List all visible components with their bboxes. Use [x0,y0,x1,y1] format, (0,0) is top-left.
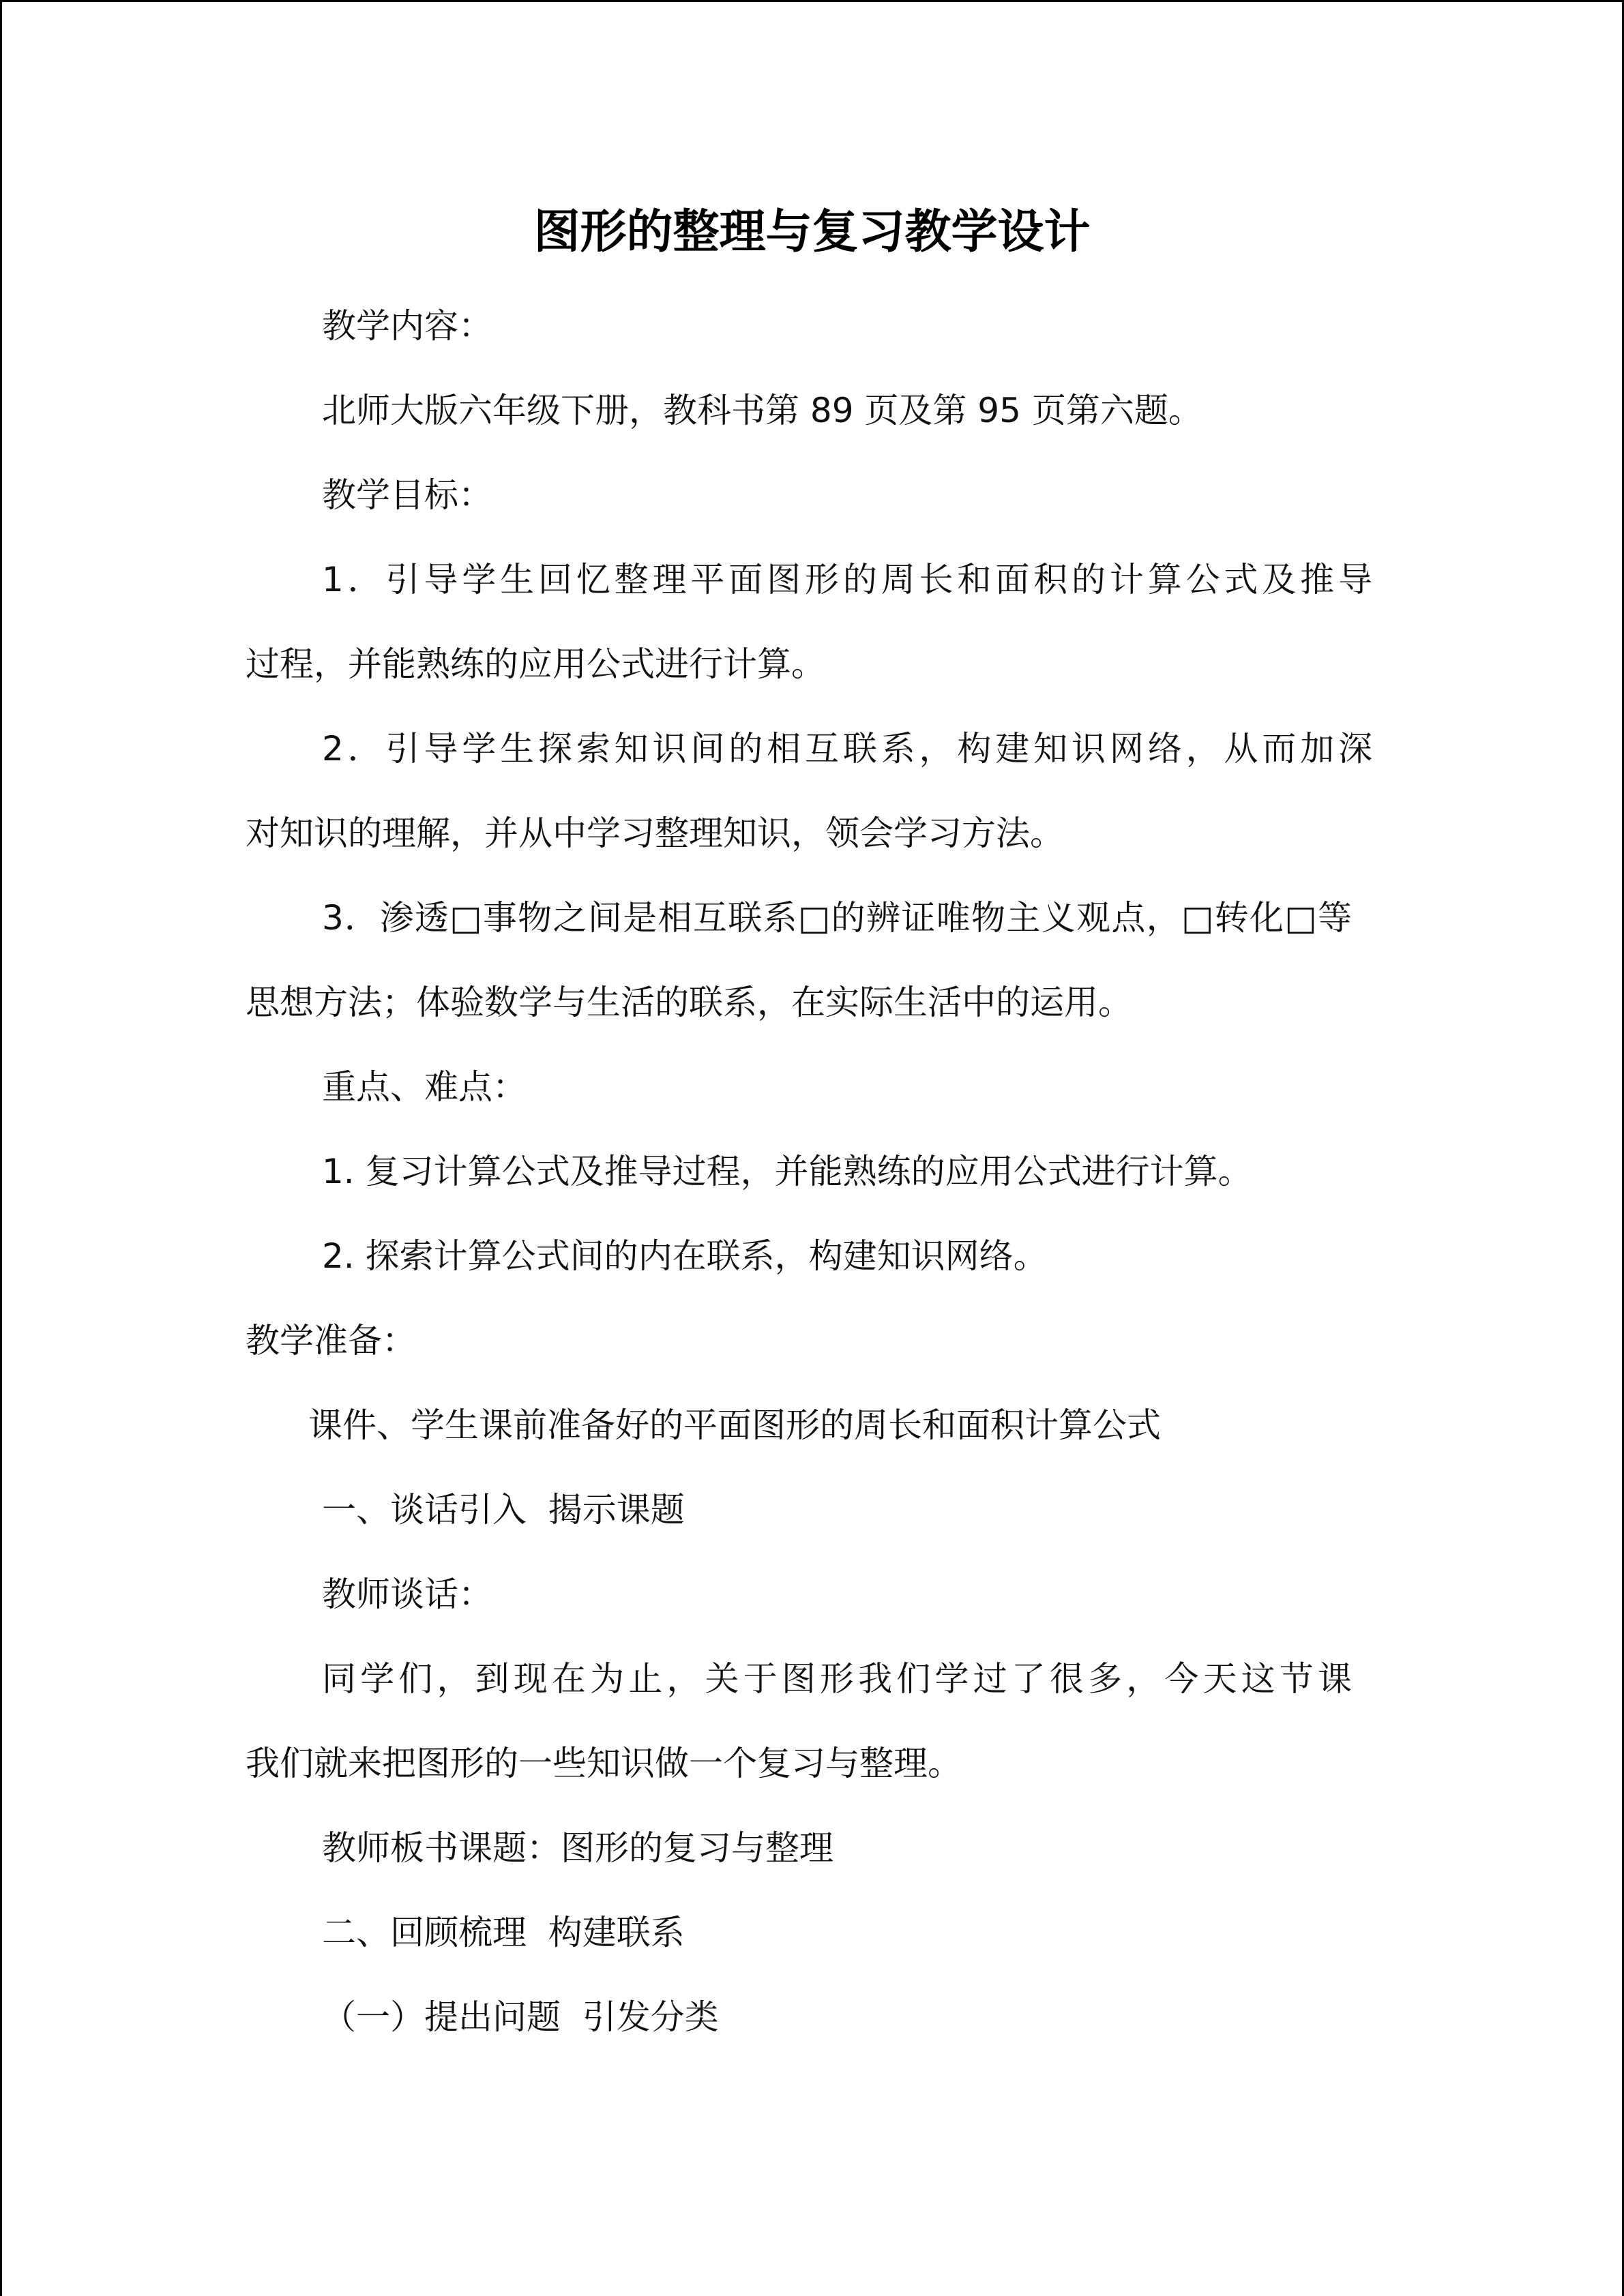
teacher-talk-line-1: 同学们，到现在为止，关于图形我们学过了很多，今天这节课 [322,1659,1352,1699]
key-point-1: 1. 复习计算公式及推导过程，并能熟练的应用公式进行计算。 [322,1152,1252,1191]
preparation-materials: 课件、学生课前准备好的平面图形的周长和面积计算公式 [308,1405,1161,1445]
blackboard-title: 教师板书课题：图形的复习与整理 [322,1828,833,1868]
heading-teaching-content: 教学内容： [322,306,492,346]
goal-2-line-1: 2．引导学生探索知识间的相互联系，构建知识网络，从而加深 [322,729,1372,769]
section-2-heading: 二、回顾梳理 构建联系 [322,1913,685,1952]
section-1-heading: 一、谈话引入 揭示课题 [322,1490,685,1530]
document-title: 图形的整理与复习教学设计 [533,205,1091,259]
goal-2-line-2: 对知识的理解，并从中学习整理知识，领会学习方法。 [246,814,1064,853]
goal-1-line-2: 过程，并能熟练的应用公式进行计算。 [246,644,825,684]
key-point-2: 2. 探索计算公式间的内在联系，构建知识网络。 [322,1236,1048,1276]
goal-3-line-2: 思想方法；体验数学与生活的联系，在实际生活中的运用。 [246,983,1132,1022]
subsection-1-heading: （一）提出问题 引发分类 [322,1997,719,2037]
paragraph-textbook-pages: 北师大版六年级下册，教科书第 89 页及第 95 页第六题。 [322,391,1202,430]
goal-1-line-1: 1．引导学生回忆整理平面图形的周长和面积的计算公式及推导 [322,560,1372,599]
goal-3-line-1: 3．渗透□事物之间是相互联系□的辨证唯物主义观点，□转化□等 [322,898,1352,938]
teacher-talk-label: 教师谈话： [322,1575,492,1614]
heading-teaching-goals: 教学目标： [322,475,492,515]
teacher-talk-line-2: 我们就来把图形的一些知识做一个复习与整理。 [246,1744,962,1783]
heading-teaching-preparation: 教学准备： [246,1321,416,1360]
heading-key-difficult-points: 重点、难点： [322,1067,527,1107]
